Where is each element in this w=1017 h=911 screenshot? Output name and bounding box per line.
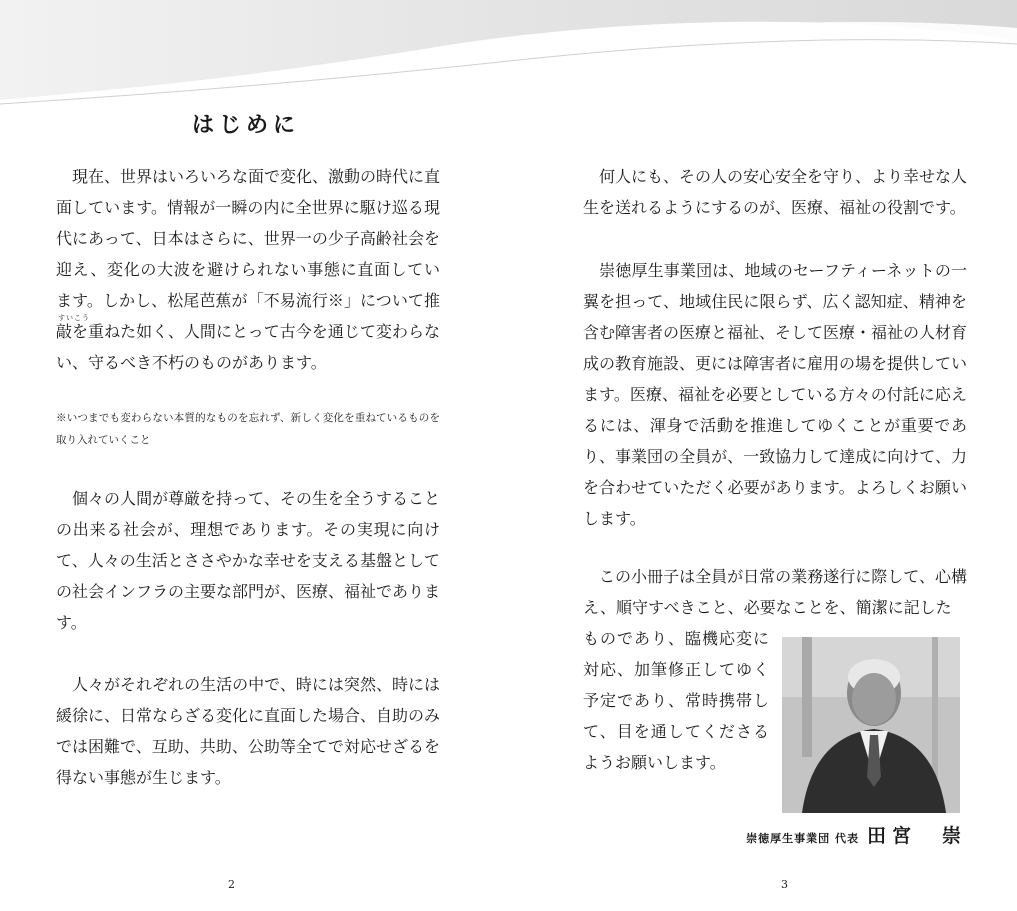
ruby-annotation: すいこう xyxy=(58,314,90,322)
page-number-left: 2 xyxy=(228,878,235,891)
left-page xyxy=(56,0,440,911)
right-page xyxy=(583,0,967,911)
representative-portrait-photo xyxy=(782,637,960,813)
intro-paragraph-6: この小冊子は全員が日常の業務遂行に際して、心構え、順守すべきこと、必要なことを、簡潔に記した xyxy=(583,567,967,617)
signature-name: 田宮 崇 xyxy=(866,825,967,847)
intro-paragraph-1: 現在、世界はいろいろな面で変化、激動の時代に直面しています。情報が一瞬の内に全世界に駆け巡る現代にあって、日本はさらに、世界一の少子高齢社会を迎え、変化の大波を避けられない事態に直面しています。しかし、松尾芭蕉が「不易流行※」について推敲を重ねた如く、人間にとって古今を通じて変わらない、守るべき不朽のものがあります。 xyxy=(56,167,441,372)
intro-paragraph-2: 個々の人間が尊厳を持って、その生を全うすることの出来る社会が、理想であります。その実現に向けて、人々の生活とささやかな幸せを支える基盤としての社会インフラの主要な部門が、医療、福祉であります。 xyxy=(56,489,441,632)
intro-paragraph-5: 崇徳厚生事業団は、地域のセーフティーネットの一翼を担って、地域住民に限らず、広く認知症、精神を含む障害者の医療と福祉、そして医療・福祉の人材育成の教育施設、更には障害者に雇用の場を提供しています。医療、福祉を必要としている方々の付託に応えるには、渾身で活動を推進してゆくことが重要であり、事業団の全員が、一致協力して達成に向けて、力を合わせていただく必要があります。よろしくお願いします。 xyxy=(583,261,968,528)
signature-organization: 崇徳厚生事業団 代表 xyxy=(746,832,859,845)
intro-paragraph-6-wrap: ものであり、臨機応変に対応、加筆修正してゆく予定であり、常時携帯して、目を通してくださるようお願いします。 xyxy=(583,629,769,772)
intro-paragraph-4: 何人にも、その人の安心安全を守り、より幸せな人生を送れるようにするのが、医療、福祉の役割です。 xyxy=(583,167,968,217)
page-number-right: 3 xyxy=(781,878,788,891)
page-title: はじめに xyxy=(192,112,301,138)
signature xyxy=(746,821,967,848)
footnote: ※いつまでも変わらない本質的なものを忘れず、新しく変化を重ねているものを取り入れていくこと xyxy=(56,412,440,446)
intro-paragraph-3: 人々がそれぞれの生活の中で、時には突然、時には緩徐に、日常ならざる変化に直面した場合、自助のみでは困難で、互助、共助、公助等全てで対応せざるを得ない事態が生じます。 xyxy=(56,675,441,787)
